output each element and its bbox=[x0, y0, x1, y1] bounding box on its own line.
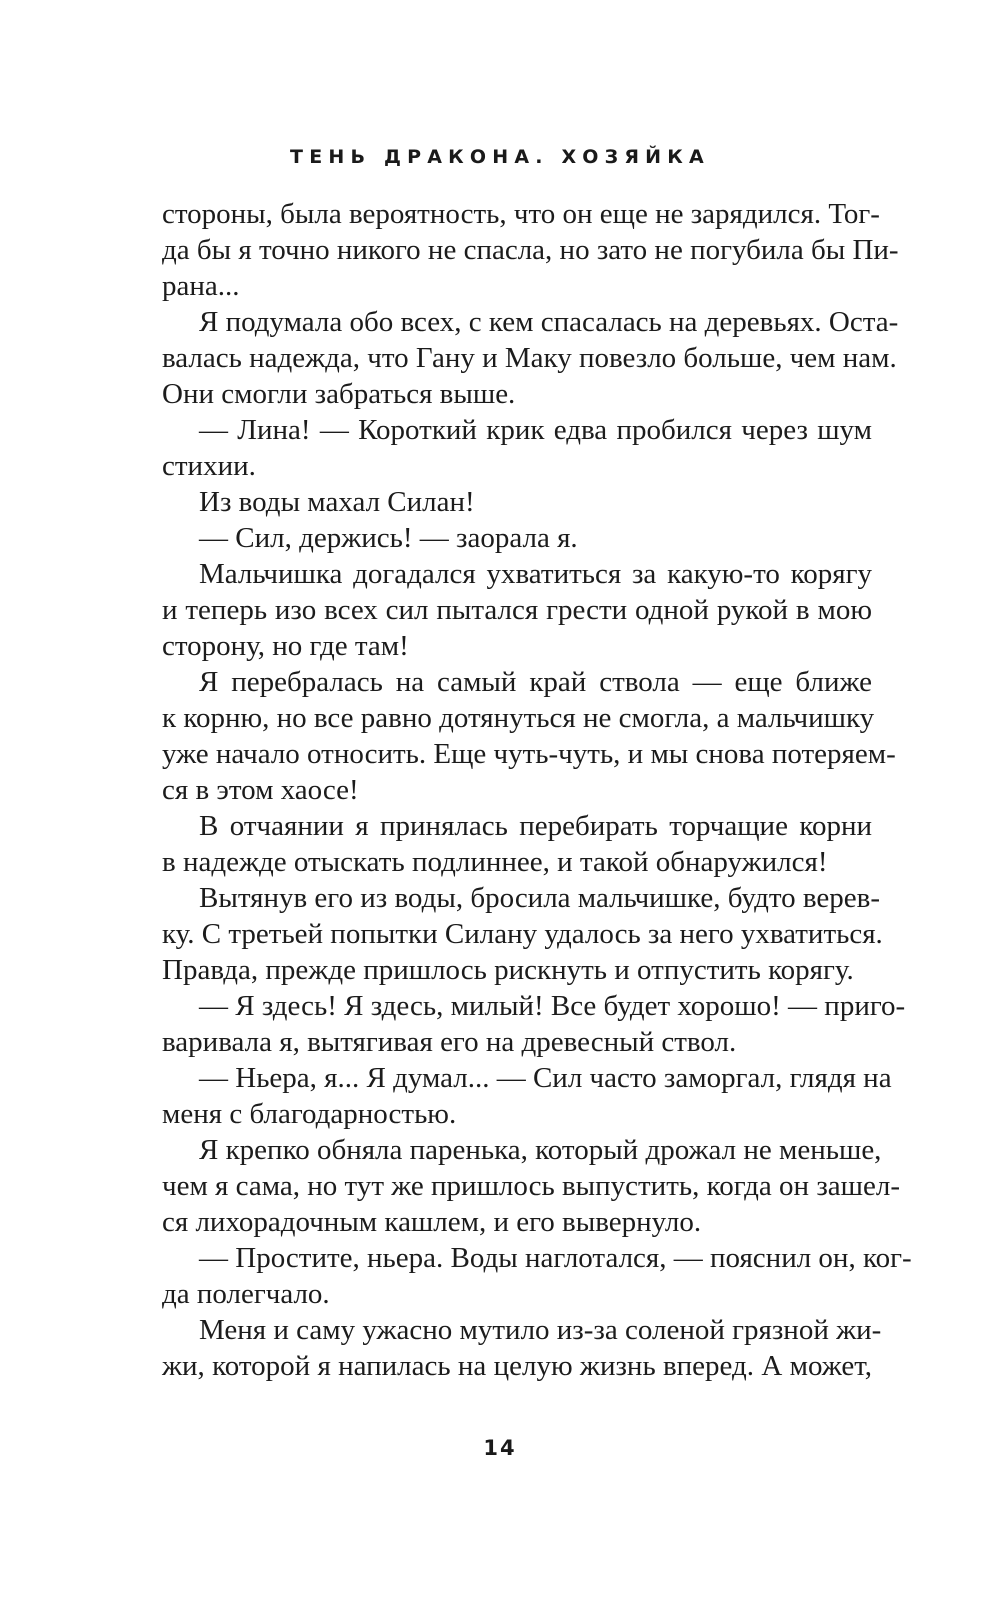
text-line: меня с благодарностью. bbox=[162, 1098, 457, 1130]
text-line: — Я здесь! Я здесь, милый! Все будет хорошо! — приго- bbox=[199, 990, 906, 1022]
text-line: Я крепко обняла паренька, который дрожал не меньше, bbox=[199, 1134, 882, 1166]
text-line: да полегчало. bbox=[162, 1278, 330, 1310]
text-line: жи, которой я напилась на целую жизнь вперед. А может, bbox=[162, 1350, 872, 1382]
page-number: 14 bbox=[483, 1436, 517, 1460]
text-line: в надежде отыскать подлиннее, и такой обнаружился! bbox=[162, 846, 828, 878]
text-line: к корню, но все равно дотянуться не смогла, а мальчишку bbox=[162, 702, 875, 734]
text-line: Они смогли забраться выше. bbox=[162, 378, 516, 410]
text-line: стихии. bbox=[162, 450, 256, 482]
text-line: — Простите, ньера. Воды наглотался, — пояснил он, ког- bbox=[199, 1242, 912, 1274]
text-line: чем я сама, но тут же пришлось выпустить, когда он зашел- bbox=[162, 1170, 900, 1202]
text-line: да бы я точно никого не спасла, но зато не погубила бы Пи- bbox=[162, 234, 899, 266]
text-line: Вытянув его из воды, бросила мальчишке, будто верев- bbox=[199, 882, 880, 914]
text-line: Из воды махал Силан! bbox=[199, 486, 475, 518]
text-line: рана... bbox=[162, 270, 240, 302]
text-line: Я подумала обо всех, с кем спасалась на деревьях. Оста- bbox=[199, 306, 899, 338]
text-line: ся лихорадочным кашлем, и его вывернуло. bbox=[162, 1206, 702, 1238]
text-line: — Ньера, я... Я думал... — Сил часто заморгал, глядя на bbox=[199, 1062, 892, 1094]
running-header-title: ТЕНЬ ДРАКОНА. ХОЗЯЙКА bbox=[290, 146, 710, 168]
text-line: стороны, была вероятность, что он еще не зарядился. Тог- bbox=[162, 198, 880, 230]
text-line: сторону, но где там! bbox=[162, 630, 409, 662]
text-line: ся в этом хаосе! bbox=[162, 774, 359, 806]
text-line: В отчаянии я принялась перебирать торчащие корни bbox=[199, 810, 872, 842]
text-line: уже начало относить. Еще чуть-чуть, и мы снова потеряем- bbox=[162, 738, 896, 770]
text-line: Правда, прежде пришлось рискнуть и отпустить корягу. bbox=[162, 954, 854, 986]
text-line: и теперь изо всех сил пытался грести одной рукой в мою bbox=[162, 594, 872, 626]
text-line: валась надежда, что Гану и Маку повезло больше, чем нам. bbox=[162, 342, 897, 374]
text-line: Мальчишка догадался ухватиться за какую-то корягу bbox=[199, 558, 872, 590]
text-line: Меня и саму ужасно мутило из-за соленой грязной жи- bbox=[199, 1314, 882, 1346]
text-line: варивала я, вытягивая его на древесный ствол. bbox=[162, 1026, 737, 1058]
text-line: — Сил, держись! — заорала я. bbox=[199, 522, 578, 554]
text-line: Я перебралась на самый край ствола — еще ближе bbox=[199, 666, 872, 698]
text-line: — Лина! — Короткий крик едва пробился через шум bbox=[199, 414, 872, 446]
text-line: ку. С третьей попытки Силану удалось за него ухватиться. bbox=[162, 918, 883, 950]
body-text bbox=[162, 196, 912, 1384]
